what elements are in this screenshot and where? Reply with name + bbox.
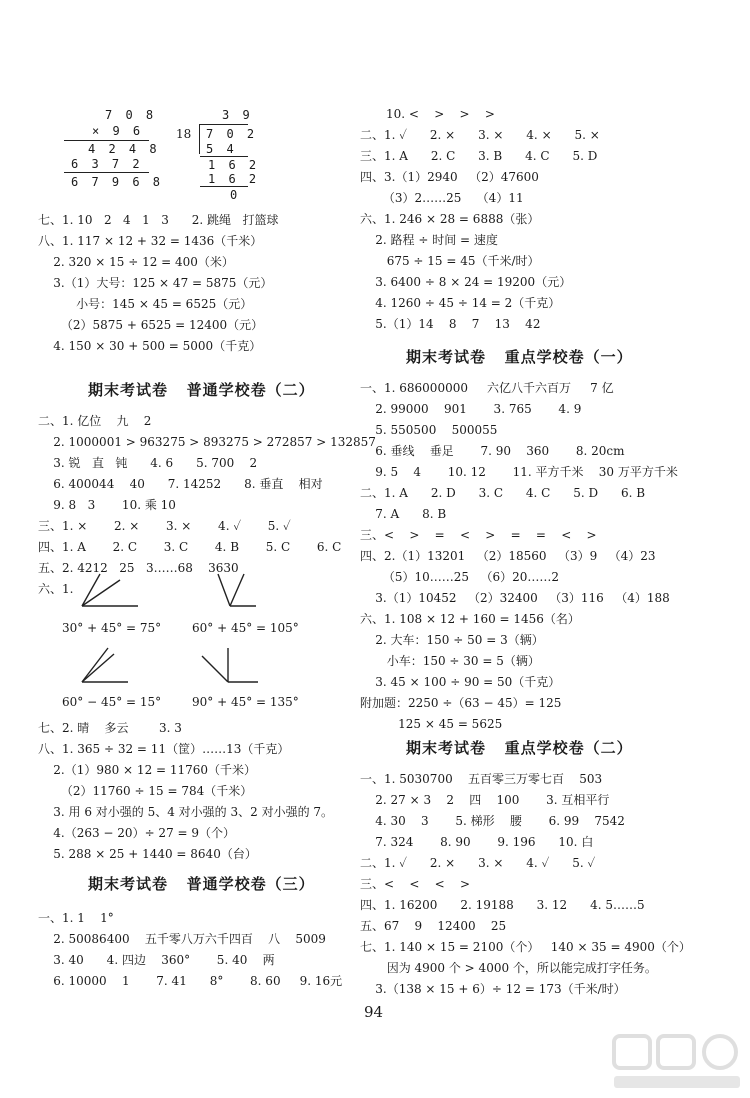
rule (200, 124, 248, 125)
answer-line: 六、1. 246 × 28 = 6888（张） (360, 212, 540, 226)
answer-line: 一、1. 5030700 五百零三万零七百 503 (360, 772, 603, 786)
answer-line: 二、1. ✓ 2. × 3. × 4. × 5. × (360, 128, 600, 142)
answer-line: （3）2……25 （4）11 (360, 191, 524, 205)
answer-line: 八、1. 117 × 12 + 32 = 1436（千米） (38, 234, 263, 248)
mult-partial-1: 4 2 4 8 (88, 142, 160, 156)
answer-line: 9. 5 4 10. 12 11. 平方千米 30 万平方千米 (360, 465, 678, 479)
mult-multiplier: × 9 6 (92, 124, 144, 138)
answer-line: 五、2. 4212 25 3……68 3630 (38, 561, 239, 575)
answer-line: 八、1. 365 ÷ 32 = 11（筐）……13（千克） (38, 742, 290, 756)
answer-line: （5）10……25 （6）20……2 (360, 570, 560, 584)
answer-line: 7. 324 8. 90 9. 196 10. 白 (360, 835, 594, 849)
answer-line: 6. 垂线 垂足 7. 90 360 8. 20cm (360, 444, 625, 458)
answer-line: 3.（138 × 15 + 6）÷ 12 = 173（千米/时） (360, 982, 626, 996)
answer-line: （2）5875 + 6525 = 12400（元） (38, 318, 264, 332)
rule (200, 156, 248, 157)
answer-line: 2. 1000001 > 963275 > 893275 > 272857 > 132857 (38, 435, 376, 449)
div-dividend: 7 0 2 (206, 127, 258, 141)
angle-equation: 90° + 45° = 135° (192, 695, 299, 709)
answer-line: 三、< > = < > = = < > (360, 528, 597, 542)
answer-line: 三、1. A 2. C 3. B 4. C 5. D (360, 149, 598, 163)
answer-line: 四、1. 16200 2. 19188 3. 12 4. 5……5 (360, 898, 645, 912)
answer-line: 小车：150 ÷ 30 = 5（辆） (360, 654, 540, 668)
answer-line: 七、1. 10 2 4 1 3 2. 跳绳 打篮球 (38, 213, 279, 227)
answer-line: 4.（263 − 20）÷ 27 = 9（个） (38, 826, 236, 840)
div-rem-1: 1 6 2 (208, 158, 260, 172)
rule (199, 124, 200, 154)
angle-figure-1 (80, 572, 140, 612)
angle-equation: 60° + 45° = 105° (192, 621, 299, 635)
div-divisor: 18 (176, 127, 192, 141)
answer-line: 四、1. A 2. C 3. C 4. B 5. C 6. C (38, 540, 342, 554)
answer-line: 3. 45 × 100 ÷ 90 = 50（千克） (360, 675, 561, 689)
answer-line: 一、1. 686000000 六亿八千六百万 7 亿 (360, 381, 614, 395)
answer-line: 5. 288 × 25 + 1440 = 8640（台） (38, 847, 257, 861)
answer-line: 7. A 8. B (360, 507, 447, 521)
answer-line: 2. 27 × 3 2 四 100 3. 互相平行 (360, 793, 610, 807)
answer-line: 4. 30 3 5. 梯形 腰 6. 99 7542 (360, 814, 625, 828)
answer-line: 七、1. 140 × 15 = 2100（个） 140 × 35 = 4900（个） (360, 940, 691, 954)
div-step-1: 5 4 (206, 142, 237, 156)
answer-line: 五、67 9 12400 25 (360, 919, 507, 933)
angle-figure-3 (80, 646, 130, 686)
answer-line: 六、1. (38, 582, 74, 596)
answer-line: 4. 150 × 30 + 500 = 5000（千克） (38, 339, 262, 353)
answer-line: 2. 大车：150 ÷ 50 = 3（辆） (360, 633, 544, 647)
answer-line: 因为 4900 个 > 4000 个，所以能完成打字任务。 (360, 961, 657, 975)
answer-line: 6. 400044 40 7. 14252 8. 垂直 相对 (38, 477, 323, 491)
answer-line: 675 ÷ 15 = 45（千米/时） (360, 254, 540, 268)
answer-line: 3. 40 4. 四边 360° 5. 40 两 (38, 953, 275, 967)
watermark-logo (612, 1032, 742, 1092)
rule (64, 140, 149, 141)
answer-line: 六、1. 108 × 12 + 160 = 1456（名） (360, 612, 580, 626)
mult-result: 6 7 9 6 8 (71, 175, 164, 189)
answer-line: 三、1. × 2. × 3. × 4. ✓ 5. ✓ (38, 519, 291, 533)
answer-line: 5.（1）14 8 7 13 42 (360, 317, 541, 331)
rule (64, 172, 149, 173)
rule (200, 186, 248, 187)
answer-line: 2.（1）980 × 12 = 11760（千米） (38, 763, 257, 777)
answer-line: 一、1. 1 1° (38, 911, 114, 925)
mult-partial-2: 6 3 7 2 (71, 157, 143, 171)
answer-line: （2）11760 ÷ 15 = 784（千米） (38, 784, 253, 798)
answer-line: 2. 99000 901 3. 765 4. 9 (360, 402, 582, 416)
answer-line: 二、1. A 2. D 3. C 4. C 5. D 6. B (360, 486, 646, 500)
answer-line: 3.（1）大号：125 × 47 = 5875（元） (38, 276, 273, 290)
section-heading: 期末考试卷 重点学校卷（二） (406, 739, 633, 757)
div-quotient: 3 9 (222, 108, 253, 122)
answer-line: 二、1. ✓ 2. × 3. × 4. ✓ 5. ✓ (360, 856, 596, 870)
answer-line: 附加题：2250 ÷（63 − 45）= 125 (360, 696, 562, 710)
answer-line: 四、2.（1）13201 （2）18560 （3）9 （4）23 (360, 549, 656, 563)
answer-line: 125 × 45 = 5625 (360, 717, 503, 731)
answer-line: 二、1. 亿位 九 2 (38, 414, 152, 428)
answer-line: 3. 用 6 对小强的 5、4 对小强的 3、2 对小强的 7。 (38, 805, 334, 819)
section-heading: 期末考试卷 重点学校卷（一） (406, 348, 633, 366)
answer-line: 10. < > > > (386, 107, 495, 121)
answer-line: 2. 路程 ÷ 时间 = 速度 (360, 233, 498, 247)
div-step-2: 1 6 2 (208, 172, 260, 186)
section-heading: 期末考试卷 普通学校卷（三） (88, 875, 315, 893)
answer-line: 四、3.（1）2940 （2）47600 (360, 170, 539, 184)
answer-line: 小号：145 × 45 = 6525（元） (38, 297, 253, 311)
answer-line: 七、2. 晴 多云 3. 3 (38, 721, 182, 735)
answer-line: 2. 320 × 15 ÷ 12 = 400（米） (38, 255, 234, 269)
angle-figure-4 (200, 646, 260, 686)
answer-line: 9. 8 3 10. 乘 10 (38, 498, 176, 512)
section-heading: 期末考试卷 普通学校卷（二） (88, 381, 315, 399)
answer-line: 4. 1260 ÷ 45 ÷ 14 = 2（千克） (360, 296, 561, 310)
answer-line: 3.（1）10452 （2）32400 （3）116 （4）188 (360, 591, 670, 605)
angle-equation: 30° + 45° = 75° (62, 621, 162, 635)
answer-line: 2. 50086400 五千零八万六千四百 八 5009 (38, 932, 326, 946)
answer-line: 三、< < < > (360, 877, 470, 891)
page-number: 94 (364, 1003, 384, 1021)
mult-top: 7 0 8 (105, 108, 157, 122)
div-rem-2: 0 (230, 188, 241, 202)
angle-figure-2 (208, 572, 258, 612)
answer-line: 5. 550500 500055 (360, 423, 498, 437)
answer-line: 3. 锐 直 钝 4. 6 5. 700 2 (38, 456, 258, 470)
answer-line: 6. 10000 1 7. 41 8° 8. 60 9. 16元 (38, 974, 343, 988)
angle-equation: 60° − 45° = 15° (62, 695, 162, 709)
answer-line: 3. 6400 ÷ 8 × 24 = 19200（元） (360, 275, 572, 289)
